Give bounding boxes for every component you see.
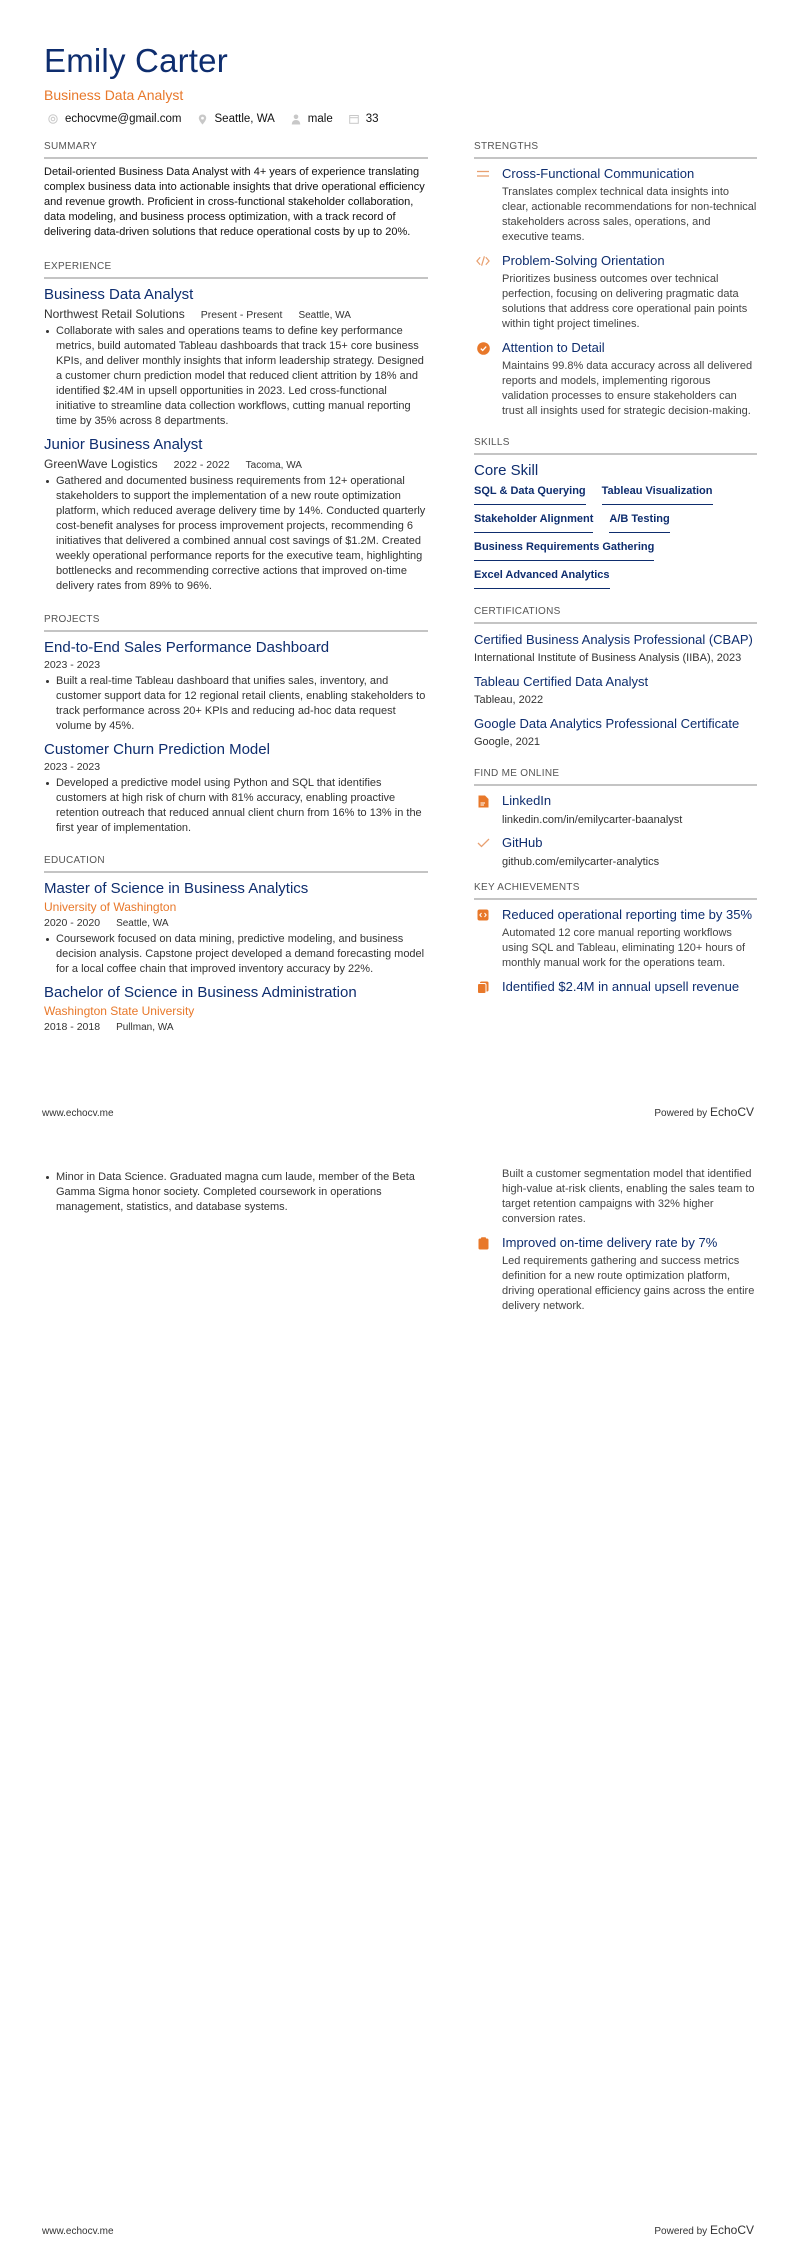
- degree-title: Master of Science in Business Analytics: [44, 880, 309, 897]
- candidate-title: Business Data Analyst: [44, 87, 184, 103]
- contact-email[interactable]: [44, 113, 182, 125]
- check-circle-icon: [476, 341, 490, 355]
- strength-title: Attention to Detail: [502, 340, 605, 355]
- code-icon: [476, 254, 490, 268]
- skill-tag: Business Requirements Gathering: [474, 540, 654, 561]
- education-location: Pullman, WA: [116, 1022, 174, 1033]
- certification-title: Certified Business Analysis Professional (CBAP): [474, 632, 753, 647]
- section-title-online: FIND ME ONLINE: [474, 768, 757, 786]
- section-title-projects: PROJECTS: [44, 614, 428, 632]
- contact-gender: [287, 113, 333, 125]
- skill-tag: Tableau Visualization: [602, 484, 713, 505]
- contact-row: [44, 113, 391, 125]
- online-section: [474, 768, 757, 870]
- powered-by-label: Powered by: [654, 2226, 708, 2237]
- summary-section: [44, 141, 428, 240]
- experience-section: [44, 261, 428, 594]
- bullet-item: Gathered and documented business requirements from 12+ operational stakeholders to support the implementation of a new route optimization platform, which reduced average delivery time by 14%. Conducted quarterly cost-benefit analyses for process improvement projects, recommending 6 initiatives that delivered a combined annual cost savings of $1.2M. Created weekly operational performance reports for the executive team, highlighting bottlenecks and recommending corrective actions that improved on-time delivery rates from 89% to 96%.: [44, 474, 428, 594]
- resume-header: [44, 42, 391, 125]
- bullet-item: Built a real-time Tableau dashboard that unifies sales, inventory, and customer support data for 12 regional retail clients, enabling stakeholders to track performance across 20+ KPIs and reducing ad-hoc data request volume by 45%.: [44, 674, 428, 734]
- footer-brand: EchoCV: [709, 2223, 754, 2237]
- job-meta: [44, 457, 428, 471]
- section-title-certifications: CERTIFICATIONS: [474, 606, 757, 624]
- section-title-skills: SKILLS: [474, 437, 757, 455]
- certification-issuer: International Institute of Business Analysis (IIBA), 2023: [474, 652, 742, 664]
- experience-entry: [44, 435, 428, 594]
- achievement-desc: Automated 12 core manual reporting workflows using SQL and Tableau, eliminating 120+ hours of monthly manual work for the operations team.: [502, 927, 746, 969]
- job-dates: Present - Present: [200, 309, 283, 321]
- certification-item: [474, 714, 757, 750]
- certification-title: Google Data Analytics Professional Certificate: [474, 716, 740, 731]
- project-title: End-to-End Sales Performance Dashboard: [44, 639, 330, 656]
- email-text: echocvme@gmail.com: [65, 113, 182, 125]
- section-title-achievements: KEY ACHIEVEMENTS: [474, 882, 757, 900]
- achievement-title: Identified $2.4M in annual upsell revenue: [502, 979, 740, 994]
- job-meta: [44, 307, 428, 321]
- education-section: [44, 855, 428, 1033]
- degree-title: Bachelor of Science in Business Administration: [44, 984, 357, 1001]
- footer-powered: [654, 1105, 754, 1119]
- job-location: Tacoma, WA: [245, 460, 302, 471]
- job-bullets: [44, 474, 428, 594]
- left-column: [44, 141, 428, 1033]
- achievement-desc: Led requirements gathering and success metrics definition for a new route optimization platform, driving operational efficiency gains across the entire delivery network.: [502, 1255, 755, 1312]
- certification-issuer: Tableau, 2022: [474, 694, 544, 706]
- link-title: GitHub: [502, 835, 543, 850]
- strength-title: Problem-Solving Orientation: [502, 253, 665, 268]
- strength-item: [474, 252, 757, 332]
- bullet-item: Coursework focused on data mining, predictive modeling, and business decision analysis. Capstone project developed a demand forecasting model for a local coffee chain that improved inventory accuracy by 22%.: [44, 932, 428, 977]
- checkmark-icon: [476, 836, 490, 850]
- school-name: University of Washington: [44, 900, 177, 914]
- education-dates: 2020 - 2020: [44, 917, 101, 929]
- company-name: GreenWave Logistics: [44, 457, 158, 471]
- calendar-icon: [349, 114, 359, 124]
- achievement-item: [474, 906, 757, 971]
- section-title-strengths: STRENGTHS: [474, 141, 757, 159]
- summary-text: Detail-oriented Business Data Analyst with 4+ years of experience translating complex business data into actionable insights that drive operational efficiency and revenue growth. Proficient in cross-functional stakeholder collaboration, data modeling, and business process optimization, with a track record of delivering data-driven solutions that reduce operational costs by up to 20%.: [44, 166, 425, 238]
- job-title: Junior Business Analyst: [44, 436, 203, 453]
- clipboard-icon: [476, 1236, 490, 1250]
- project-dates: 2023 - 2023: [44, 659, 101, 671]
- strength-title: Cross-Functional Communication: [502, 166, 695, 181]
- achievement-title: Reduced operational reporting time by 35%: [502, 907, 753, 922]
- company-name: Northwest Retail Solutions: [44, 307, 185, 321]
- achievement-desc: Built a customer segmentation model that identified high-value at-risk clients, enabling the sales team to target retention campaigns with 32% higher conversion rates.: [502, 1168, 755, 1225]
- certifications-section: [474, 606, 757, 750]
- education-bullets: [44, 932, 428, 977]
- link-url[interactable]: github.com/emilycarter-analytics: [502, 856, 660, 868]
- job-location: Seattle, WA: [298, 310, 351, 321]
- powered-by-label: Powered by: [654, 1108, 708, 1119]
- job-dates: 2022 - 2022: [173, 459, 230, 471]
- online-link-github[interactable]: [474, 834, 757, 870]
- link-title: LinkedIn: [502, 793, 552, 808]
- candidate-name: Emily Carter: [44, 42, 228, 79]
- experience-entry: [44, 285, 428, 429]
- strength-desc: Prioritizes business outcomes over technical perfection, focusing on delivering pragmatic data solutions that address core operational pain points within tight project timelines.: [502, 273, 748, 330]
- bullet-item: Collaborate with sales and operations teams to define key performance metrics, build automated Tableau dashboards that track 15+ core business KPIs, and deliver monthly insights that inform leadership strategy. Designed a customer churn prediction model that reduced client attrition by 18% and identified $2.4M in upsell opportunities in 2023. Led cross-functional initiative to streamline data collection workflows, cutting manual reporting time by 35% across 8 departments.: [44, 324, 428, 429]
- page-footer: [42, 2223, 754, 2237]
- education-entry: [44, 983, 428, 1033]
- document-icon: [476, 794, 490, 808]
- education-entry: [44, 879, 428, 977]
- bullet-item: Developed a predictive model using Python and SQL that identifies customers at high risk of churn with 81% accuracy, enabling proactive retention outreach that reduced annual client churn from 16% to 13% in the first year of implementation.: [44, 776, 428, 836]
- project-dates: 2023 - 2023: [44, 761, 101, 773]
- page-footer: [42, 1105, 754, 1119]
- skill-list: [474, 484, 757, 596]
- person-icon: [291, 114, 301, 124]
- job-title: Business Data Analyst: [44, 286, 194, 303]
- education-meta: [44, 1021, 428, 1033]
- online-link-linkedin[interactable]: [474, 792, 757, 828]
- education-location: Seattle, WA: [116, 918, 169, 929]
- right-column-continued: [474, 1167, 757, 1321]
- footer-site[interactable]: www.echocv.me: [42, 1108, 114, 1119]
- gender-text: male: [307, 113, 333, 125]
- age-text: 33: [365, 113, 379, 125]
- projects-section: [44, 614, 428, 836]
- map-pin-icon: [198, 114, 208, 124]
- code-box-icon: [476, 908, 490, 922]
- certification-issuer: Google, 2021: [474, 736, 541, 748]
- education-dates: 2018 - 2018: [44, 1021, 101, 1033]
- project-title: Customer Churn Prediction Model: [44, 741, 270, 758]
- strength-desc: Translates complex technical data insights into clear, actionable recommendations for non-technical stakeholders across sales, operations, and executive teams.: [502, 186, 757, 243]
- school-name: Washington State University: [44, 1004, 195, 1018]
- skills-section: [474, 437, 757, 596]
- link-url[interactable]: linkedin.com/in/emilycarter-baanalyst: [502, 814, 683, 826]
- job-bullets: [44, 324, 428, 429]
- skill-tag: Stakeholder Alignment: [474, 512, 593, 533]
- section-title-education: EDUCATION: [44, 855, 428, 873]
- strengths-section: [474, 141, 757, 419]
- contact-location: [194, 113, 275, 125]
- skill-tag: SQL & Data Querying: [474, 484, 586, 505]
- achievement-title: Improved on-time delivery rate by 7%: [502, 1235, 718, 1250]
- project-entry: [44, 740, 428, 836]
- project-bullets: [44, 674, 428, 734]
- footer-site[interactable]: www.echocv.me: [42, 2226, 114, 2237]
- copy-icon: [476, 980, 490, 994]
- left-column-continued: [44, 1167, 428, 1215]
- skill-group-title: Core Skill: [474, 462, 539, 479]
- achievement-item: [474, 1234, 757, 1314]
- achievement-item-continued: [474, 1167, 757, 1227]
- footer-brand: EchoCV: [709, 1105, 754, 1119]
- strength-desc: Maintains 99.8% data accuracy across all delivered reports and models, implementing rigorous validation processes to ensure stakeholders can trust all insights used for strategic decision-making.: [502, 360, 753, 417]
- certification-title: Tableau Certified Data Analyst: [474, 674, 649, 689]
- certification-item: [474, 672, 757, 708]
- location-text: Seattle, WA: [214, 113, 275, 125]
- contact-age: [345, 113, 379, 125]
- achievement-item: [474, 978, 757, 995]
- education-bullets: [44, 1170, 428, 1215]
- skill-tag: A/B Testing: [609, 512, 669, 533]
- project-bullets: [44, 776, 428, 836]
- section-title-experience: EXPERIENCE: [44, 261, 428, 279]
- lines-icon: [476, 167, 490, 181]
- skill-tag: Excel Advanced Analytics: [474, 568, 610, 589]
- achievements-section: [474, 882, 757, 995]
- strength-item: [474, 339, 757, 419]
- footer-powered: [654, 2223, 754, 2237]
- right-column: [474, 141, 757, 1002]
- certification-item: [474, 630, 757, 666]
- bullet-item: Minor in Data Science. Graduated magna cum laude, member of the Beta Gamma Sigma honor society. Completed coursework in operations management, statistics, and database systems.: [44, 1170, 428, 1215]
- education-meta: [44, 917, 428, 929]
- resume-page-2: [0, 1123, 794, 2246]
- section-title-summary: SUMMARY: [44, 141, 428, 159]
- project-entry: [44, 638, 428, 734]
- at-icon: [48, 114, 58, 124]
- strength-item: [474, 165, 757, 245]
